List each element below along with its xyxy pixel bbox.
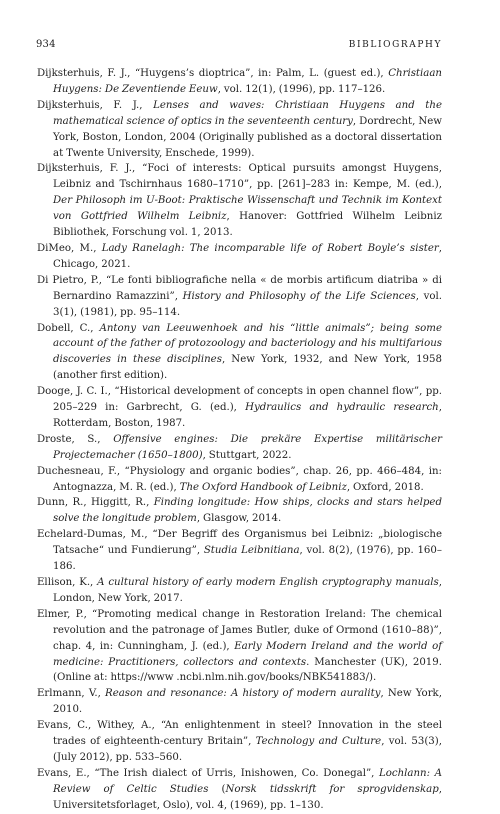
entry-text: , vol. 12(1), (1996), pp. 117–126. — [217, 83, 386, 95]
entry-text: Erlmann, V., — [37, 688, 106, 700]
entry-title-italic: Studia Leibnitiana — [203, 545, 300, 557]
entry-text: , vol. 53(3), (July 2012), pp. 533–560. — [53, 736, 442, 763]
bibliography-entry — [37, 766, 442, 814]
page-header — [36, 39, 442, 50]
entry-text: ( — [208, 783, 226, 795]
bibliography-entry — [37, 607, 442, 687]
entry-title-italic: Reason and resonance: A history of modern aurality — [105, 688, 381, 700]
entry-text: , New York, 2010. — [53, 688, 442, 716]
entry-title-italic: A cultural history of early modern English cryptography manuals — [97, 577, 439, 588]
entry-title-italic: Finding longitude: How ships, clocks and stars helped solve the longitude problem — [53, 497, 442, 525]
bibliography-list — [37, 66, 442, 814]
entry-text: , Stuttgart, 2022. — [202, 449, 292, 461]
entry-text: Dobell, C., — [37, 322, 100, 334]
entry-text: Dijksterhuis, F. J., — [37, 99, 154, 111]
bibliography-entry — [37, 98, 442, 162]
entry-text: , Dordrecht, New York, Boston, London, 2004 (Originally published as a doctoral dissertation at Twente University, Enschede, 1999). — [53, 115, 443, 159]
entry-text: Dunn, R., Higgitt, R., — [37, 497, 154, 509]
entry-title-italic: The Oxford Handbook of Leibniz — [179, 481, 347, 493]
bibliography-entry — [37, 686, 442, 718]
entry-title-italic: History and Philosophy of the Life Sciences — [182, 290, 416, 302]
entry-title-italic: Lady Ranelagh: The incomparable life of Robert Boyle’s sister — [101, 242, 439, 254]
entry-text: , Rotterdam, Boston, 1987. — [53, 402, 442, 429]
entry-title-italic: Lenses and waves: Christiaan Huygens and the mathematical science of optics in the seventeenth century — [53, 99, 442, 127]
entry-text: Evans, C., Withey, A., “An enlightenment in steel? Innovation in the steel trades of eighteenth-century Britain”, — [37, 720, 442, 748]
bibliography-entry — [37, 384, 442, 432]
entry-text: Duchesneau, F., “Physiology and organic bodies”, chap. 26, pp. 466–484, in: Antognazza, M. R. (ed.), — [37, 465, 442, 493]
bibliography-entry — [37, 66, 442, 98]
entry-title-italic: Offensive engines: Die prekäre Expertise militärischer Projectemacher (1650–1800) — [53, 433, 442, 461]
entry-text: Echelard-Dumas, M., “Der Begriff des Organismus bei Leibniz: „biologische Tatsache“ und Fundierung”, — [37, 529, 442, 557]
entry-text: , Hanover: Gottfried Wilhelm Leibniz Bibliothek, Forschung vol. 1, 2013. — [53, 211, 442, 239]
bibliography-entry — [37, 161, 442, 241]
bibliography-entry — [37, 273, 442, 321]
entry-text: , New York, 1932, and New York, 1958 (another first edition). — [53, 354, 443, 382]
bibliography-entry — [37, 464, 442, 496]
page-number: 934 — [36, 39, 56, 50]
entry-text: , Chicago, 2021. — [53, 242, 443, 270]
entry-title-italic: Early Modern Ireland and the world of medicine: Practitioners, collectors and contexts — [53, 640, 442, 668]
bibliography-entry — [37, 527, 442, 575]
entry-text: Dooge, J. C. I., “Historical development of concepts in open channel flow”, pp. 205–229 in: Garbrecht, G. (ed.), — [37, 386, 442, 414]
entry-title-italic: Norsk tidsskrift for sprogvidenskap — [225, 783, 439, 795]
bibliography-entry — [37, 432, 442, 464]
bibliography-entry — [37, 718, 442, 766]
entry-text: Ellison, K., — [37, 577, 98, 588]
entry-text: Di Pietro, P., “Le fonti bibliografiche nella « de morbis artificum diatriba » di Bernardino Ramazzini”, — [37, 274, 442, 302]
entry-text: Elmer, P., “Promoting medical change in Restoration Ireland: The chemical revolution and the patronage of James Butler, duke of Ormond (1610–88)”, chap. 4, in: Cunningham, J. (ed.), — [37, 608, 442, 652]
entry-title-italic: Christiaan Huygens: De Zeventiende Eeuw — [53, 68, 442, 95]
entry-title-italic: Technology and Culture — [255, 736, 382, 748]
bibliography-entry — [37, 241, 442, 273]
entry-title-italic: Lochlann: A Review of Celtic Studies — [53, 767, 442, 795]
entry-title-italic: Antony van Leeuwenhoek and his “little animals”; being some account of the father of protozoology and bacteriology and his multifarious discoveries in these disciplines — [53, 322, 442, 366]
entry-title-italic: Der Philosoph im U-Boot: Praktische Wissenschaft und Technik im Kontext von Gottfried Wilhelm Leibniz — [53, 195, 442, 223]
running-head: BIBLIOGRAPHY — [348, 40, 442, 50]
bibliography-entry — [37, 575, 442, 607]
entry-text: DiMeo, M., — [37, 242, 102, 254]
entry-text: Dijksterhuis, F. J., “Huygens’s dioptrica”, in: Palm, L. (guest ed.), — [37, 68, 389, 79]
entry-text: , Glasgow, 2014. — [196, 513, 282, 525]
entry-text: Evans, E., “The Irish dialect of Urris, Inishowen, Co. Donegal”, — [37, 767, 379, 779]
entry-text: . Manchester (UK), 2019. (Online at: https://www .ncbi.nlm.nih.gov/books/NBK541883/). — [53, 656, 443, 684]
bibliography-entry — [37, 321, 442, 385]
entry-text: , London, New York, 2017. — [53, 577, 442, 604]
entry-text: , vol. 8(2), (1976), pp. 160–186. — [53, 545, 442, 573]
entry-text: , Oxford, 2018. — [346, 481, 424, 493]
entry-text: , vol. 3(1), (1981), pp. 95–114. — [53, 290, 442, 318]
entry-title-italic: Hydraulics and hydraulic research — [245, 402, 439, 414]
bibliography-entry — [37, 495, 442, 527]
entry-text: , Universitetsforlaget, Oslo), vol. 4, (1969), pp. 1–130. — [53, 783, 442, 811]
entry-text: Dijksterhuis, F. J., “Foci of interests: Optical pursuits amongst Huygens, Leibniz and Tschirnhaus 1680–1710”, pp. [261]–283 in: Kempe, M. (ed.), — [37, 163, 442, 191]
entry-text: Droste, S., — [37, 433, 114, 445]
